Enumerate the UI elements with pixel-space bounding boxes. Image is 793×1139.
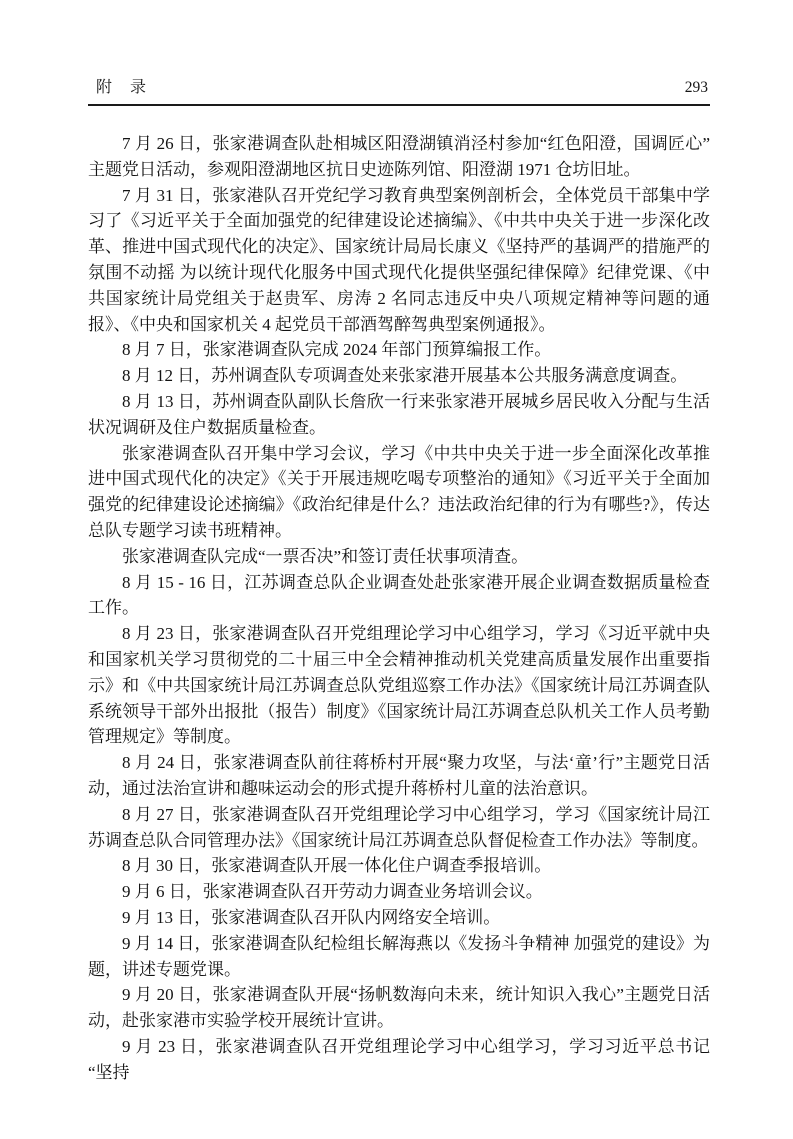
paragraph-entry: 8 月 27 日，张家港调查队召开党组理论学习中心组学习，学习《国家统计局江苏调查总队合同管理办法》《国家统计局江苏调查总队督促检查工作办法》等制度。 xyxy=(88,804,710,850)
paragraph-entry: 8 月 24 日，张家港调查队前往蒋桥村开展“聚力攻坚，与法‘童’行”主题党日活动，通过法治宣讲和趣味运动会的形式提升蒋桥村儿童的法治意识。 xyxy=(88,753,710,798)
paragraph-entry: 9 月 14 日，张家港调查队纪检组长解海燕以《发扬斗争精神 加强党的建设》为题，讲述专题党课。 xyxy=(88,933,710,979)
paragraph-entry: 9 月 6 日，张家港调查队召开劳动力调查业务培训会议。 xyxy=(122,882,543,902)
paragraph-entry: 7 月 31 日，张家港队召开党纪学习教育典型案例剖析会，全体党员干部集中学习了《习近平关于全面加强党的纪律建设论述摘编》、《中共中央关于进一步深化改革、推进中国式现代化的决定》、国家统计局局长康义《坚持严的基调严的措施严的氛围不动摇 为以统计现代化服务中国式现代化提供坚强纪律保障》纪律党课、《中共国家统计局党组关于赵贵军、房涛 2 名同志违反中央八项规定精神等问题的通报》、《中央和国家机关 4 起党员干部酒驾醉驾典型案例通报》。 xyxy=(88,185,710,334)
paragraph-entry: 8 月 13 日，苏州调查队副队长詹欣一行来张家港开展城乡居民收入分配与生活状况调研及住户数据质量检查。 xyxy=(88,391,710,437)
section-title: 附 录 xyxy=(96,79,148,96)
header-rule xyxy=(88,104,710,106)
paragraph-entry: 8 月 12 日，苏州调查队专项调查处来张家港开展基本公共服务满意度调查。 xyxy=(122,366,688,386)
paragraph-entry: 8 月 23 日，张家港调查队召开党组理论学习中心组学习，学习《习近平就中央和国家机关学习贯彻党的二十届三中全会精神推动机关党建高质量发展作出重要指示》和《中共国家统计局江苏调查总队党组巡察工作办法》《国家统计局江苏调查队系统领导干部外出报批（报告）制度》《国家统计局江苏调查总队机关工作人员考勤管理规定》等制度。 xyxy=(88,624,710,747)
page-number: 293 xyxy=(684,79,708,96)
paragraph-entry: 8 月 30 日，张家港调查队开展一体化住户调查季报培训。 xyxy=(122,856,552,876)
document-body xyxy=(88,131,710,1085)
paragraph-entry: 9 月 23 日，张家港调查队召开党组理论学习中心组学习，学习习近平总书记“坚持 xyxy=(88,1036,710,1082)
paragraph-entry: 张家港调查队完成“一票否决”和签订责任状事项清查。 xyxy=(122,546,529,566)
paragraph-entry: 7 月 26 日，张家港调查队赴相城区阳澄湖镇消泾村参加“红色阳澄，国调匠心”主题党日活动，参观阳澄湖地区抗日史迹陈列馆、阳澄湖 1971 仓坊旧址。 xyxy=(88,134,710,179)
paragraph-entry: 9 月 20 日，张家港调查队开展“扬帆数海向未来，统计知识入我心”主题党日活动，赴张家港市实验学校开展统计宣讲。 xyxy=(88,985,710,1031)
running-header xyxy=(88,74,710,104)
paragraph-entry: 9 月 13 日，张家港调查队召开队内网络安全培训。 xyxy=(122,907,501,927)
paragraph-entry: 张家港调查队召开集中学习会议，学习《中共中央关于进一步全面深化改革推进中国式现代化的决定》《关于开展违规吃喝专项整治的通知》《习近平关于全面加强党的纪律建设论述摘编》《政治纪律是什么？违法政治纪律的行为有哪些?》，传达总队专题学习读书班精神。 xyxy=(88,443,710,540)
paragraph-entry: 8 月 7 日，张家港调查队完成 2024 年部门预算编报工作。 xyxy=(122,340,552,360)
paragraph-entry: 8 月 15 - 16 日，江苏调查总队企业调查处赴张家港开展企业调查数据质量检查工作。 xyxy=(88,572,710,618)
